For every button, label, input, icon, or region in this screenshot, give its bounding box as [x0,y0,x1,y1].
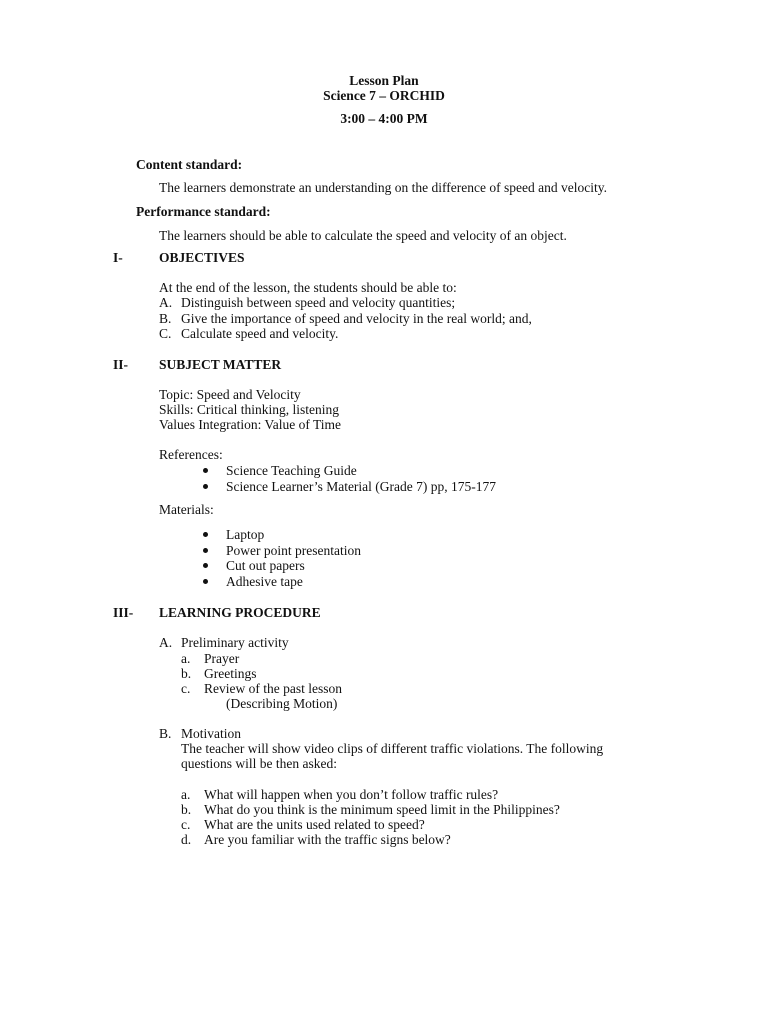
objective-item: Give the importance of speed and velocity in the real world; and, [181,311,532,326]
question-letter: d. [181,832,192,847]
content-standard-heading: Content standard: [136,157,243,172]
question-item: What will happen when you don’t follow traffic rules? [204,787,499,802]
objective-item: Distinguish between speed and velocity quantities; [181,295,456,310]
reference-item: Science Learner’s Material (Grade 7) pp, 175-177 [226,479,497,494]
bullet-icon [203,484,208,489]
step-letter: B. [159,726,172,741]
preliminary-item: Greetings [204,666,257,681]
material-item: Power point presentation [226,543,361,558]
class-name: Science 7 – ORCHID [323,88,445,103]
skills-line: Skills: Critical thinking, listening [159,402,340,417]
question-item: What do you think is the minimum speed limit in the Philippines? [204,802,560,817]
motivation-text: questions will be then asked: [181,756,337,771]
question-letter: c. [181,817,191,832]
preliminary-note: (Describing Motion) [226,696,338,711]
question-letter: a. [181,787,191,802]
sub-letter: c. [181,681,191,696]
sub-letter: a. [181,651,191,666]
step-letter: A. [159,635,173,650]
question-item: Are you familiar with the traffic signs below? [204,832,451,847]
motivation-text: The teacher will show video clips of different traffic violations. The following [181,741,604,756]
learning-procedure-heading: LEARNING PROCEDURE [159,605,321,620]
bullet-icon [203,548,208,553]
materials-label: Materials: [159,502,214,517]
topic-line: Topic: Speed and Velocity [159,387,301,402]
objective-letter: B. [159,311,172,326]
objective-item: Calculate speed and velocity. [181,326,339,341]
objective-letter: C. [159,326,172,341]
bullet-icon [203,532,208,537]
performance-standard-text: The learners should be able to calculate the speed and velocity of an object. [159,228,567,243]
objectives-intro: At the end of the lesson, the students should be able to: [159,280,457,295]
bullet-icon [203,579,208,584]
content-standard-text: The learners demonstrate an understanding on the difference of speed and velocity. [159,180,607,195]
sub-letter: b. [181,666,192,681]
preliminary-activity-title: Preliminary activity [181,635,289,650]
section-numeral: I- [113,250,123,265]
objectives-heading: OBJECTIVES [159,250,245,265]
material-item: Laptop [226,527,265,542]
material-item: Cut out papers [226,558,305,573]
references-label: References: [159,447,223,462]
section-numeral: II- [113,357,129,372]
question-letter: b. [181,802,192,817]
objective-letter: A. [159,295,173,310]
motivation-title: Motivation [181,726,241,741]
subject-matter-heading: SUBJECT MATTER [159,357,282,372]
section-numeral: III- [113,605,134,620]
class-time: 3:00 – 4:00 PM [340,111,428,126]
reference-item: Science Teaching Guide [226,463,357,478]
question-item: What are the units used related to speed? [204,817,425,832]
preliminary-item: Review of the past lesson [204,681,342,696]
bullet-icon [203,468,208,473]
preliminary-item: Prayer [204,651,240,666]
bullet-icon [203,563,208,568]
material-item: Adhesive tape [226,574,303,589]
lesson-plan-title: Lesson Plan [349,73,419,88]
performance-standard-heading: Performance standard: [136,204,271,219]
values-line: Values Integration: Value of Time [159,417,341,432]
